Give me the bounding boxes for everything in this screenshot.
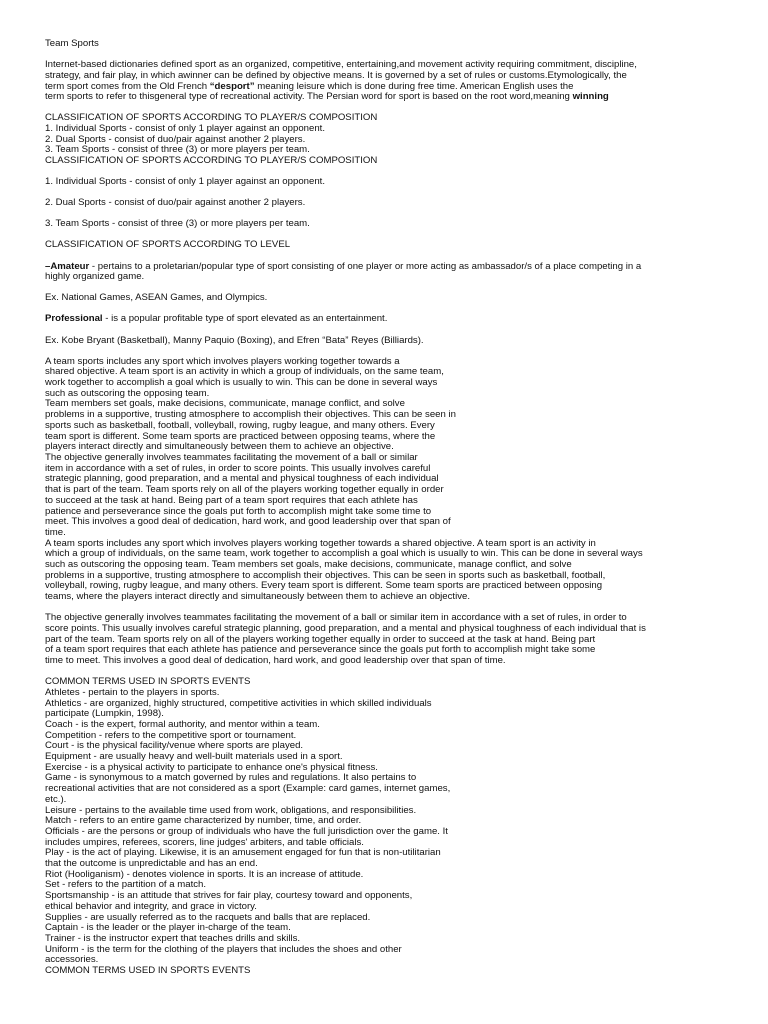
term-line: Athletes - pertain to the players in sports. xyxy=(45,686,220,698)
terms-section xyxy=(45,677,559,977)
section-heading: CLASSIFICATION OF SPORTS ACCORDING TO PLAYER/S COMPOSITION xyxy=(45,112,378,124)
term-line: Officials - are the persons or group of individuals who have the full jurisdiction over the game. It xyxy=(45,825,448,837)
section-heading: CLASSIFICATION OF SPORTS ACCORDING TO LEVEL xyxy=(45,239,291,251)
paragraph-line: such as outscoring the opposing team. Team members set goals, make decisions, communicate, manage conflict, and solve xyxy=(45,559,572,571)
term-line: Play - is the act of playing. Likewise, it is an amusement engaged for fun that is non-utilitarian xyxy=(45,847,441,859)
paragraph-line: patience and perseverance since the goals put forth to accomplish might take some time to xyxy=(45,505,432,517)
team-sports-narrow-paragraph xyxy=(45,357,559,539)
term-line: Competition - refers to the competitive sport or tournament. xyxy=(45,729,297,741)
paragraph-line: team sport is different. Some team sports are practiced between opposing teams, where the xyxy=(45,430,436,442)
paragraph-line: volleyball, rowing, rugby league, and many others. Every team sport is different. Some team sports are practiced between opposing xyxy=(45,580,603,592)
document-body xyxy=(45,39,725,977)
professional-example: Ex. Kobe Bryant (Basketball), Manny Paquio (Boxing), and Efren “Bata” Reyes (Billiards). xyxy=(45,334,424,346)
paragraph-line: A team sports includes any sport which involves players working together towards a shared objective. A team sport is an activity in xyxy=(45,537,596,549)
list-item: 2. Dual Sports - consist of duo/pair against another 2 players. xyxy=(45,133,306,145)
term-line: Trainer - is the instructor expert that teaches drills and skills. xyxy=(45,933,301,944)
paragraph-line: time. xyxy=(45,526,66,538)
term-line: Exercise - is a physical activity to participate to enhance one's physical fitness. xyxy=(45,761,378,773)
term-line: Sportsmanship - is an attitude that strives for fair play, courtesy toward and opponents, xyxy=(45,890,413,902)
composition-list xyxy=(45,113,725,230)
paragraph-line: strategic planning, good preparation, and a mental and physical toughness of each individual xyxy=(45,473,439,485)
paragraph-line: sports such as basketball, football, volleyball, rowing, rugby league, and many others. Every xyxy=(45,419,435,431)
paragraph-line: A team sports includes any sport which involves players working together towards a xyxy=(45,355,400,367)
section-heading: CLASSIFICATION OF SPORTS ACCORDING TO PLAYER/S COMPOSITION xyxy=(45,155,378,167)
paragraph-line: problems in a supportive, trusting atmosphere to accomplish their objectives. This can be seen in sports such as basketball, football, xyxy=(45,569,606,581)
team-objective-paragraph xyxy=(45,613,725,667)
amateur-definition: –Amateur - pertains to a proletarian/popular type of sport consisting of one player or more acting as ambassador/s of a place competing in a xyxy=(45,260,642,272)
paragraph-line: players interact directly and simultaneously between them to achieve an objective. xyxy=(45,441,394,453)
term-line: recreational activities that are not considered as a sport (Example: card games, internet games, xyxy=(45,783,451,795)
paragraph-line: meet. This involves a good deal of dedication, hard work, and good leadership over that span of xyxy=(45,516,451,528)
paragraph-line: item in accordance with a set of rules, in order to score points. This usually involves careful xyxy=(45,462,431,474)
paragraph-line: The objective generally involves teammates facilitating the movement of a ball or similar item in accordance with a set of rules, in order to xyxy=(45,612,627,624)
intro-line: Internet-based dictionaries defined sport as an organized, competitive, entertaining,and movement activity requiring commitment, discipline, xyxy=(45,59,637,71)
term-line: Captain - is the leader or the player in-charge of the team. xyxy=(45,922,291,934)
term-line: Coach - is the expert, formal authority, and mentor within a team. xyxy=(45,718,320,730)
document-title: Team Sports xyxy=(45,38,99,49)
list-item: 3. Team Sports - consist of three (3) or more players per team. xyxy=(45,218,310,230)
paragraph-line: work together to accomplish a goal which is usually to win. This can be done in several ways xyxy=(45,377,438,389)
intro-line: term sport comes from the Old French “desport” meaning leisure which is done during free time. American English uses the xyxy=(45,80,574,92)
paragraph-line: score points. This usually involves careful strategic planning, good preparation, and a mental and physical toughness of each individual that is xyxy=(45,622,646,634)
term-line: Match - refers to an entire game characterized by number, time, and order. xyxy=(45,815,362,827)
paragraph-line: time to meet. This involves a good deal of dedication, hard work, and good leadership over that span of time. xyxy=(45,655,506,667)
term-line: that the outcome is unpredictable and has an end. xyxy=(45,858,258,870)
intro-line: term sports to refer to thisgeneral type of recreational activity. The Persian word for sport is based on the root word,meaning winning xyxy=(45,91,609,103)
term-line: accessories. xyxy=(45,954,99,966)
term-line: Riot (Hooliganism) - denotes violence in sports. It is an increase of attitude. xyxy=(45,868,364,880)
list-item: 2. Dual Sports - consist of duo/pair against another 2 players. xyxy=(45,197,306,209)
term-line: Equipment - are usually heavy and well-built materials used in a sport. xyxy=(45,751,343,763)
term-line: Leisure - pertains to the available time used from work, obligations, and responsibilities. xyxy=(45,804,417,816)
term-line: Game - is synonymous to a match governed by rules and regulations. It also pertains to xyxy=(45,772,417,784)
paragraph-line: that is part of the team. Team sports rely on all of the players working together equally in order xyxy=(45,484,444,496)
term-line: Court - is the physical facility/venue where sports are played. xyxy=(45,740,304,752)
term-line: Athletics - are organized, highly structured, competitive activities in which skilled individuals xyxy=(45,697,432,709)
paragraph-line: shared objective. A team sport is an activity in which a group of individuals, on the same team, xyxy=(45,366,444,378)
paragraph-line: which a group of individuals, on the same team, work together to accomplish a goal which is usually to win. This can be done in several ways xyxy=(45,548,643,560)
amateur-definition-cont: highly organized game. xyxy=(45,271,145,283)
list-item: 1. Individual Sports - consist of only 1 player against an opponent. xyxy=(45,176,325,188)
term-line: Uniform - is the term for the clothing of the players that includes the shoes and other xyxy=(45,943,402,955)
paragraph-line: problems in a supportive, trusting atmosphere to accomplish their objectives. This can be seen in xyxy=(45,409,456,421)
professional-definition: Professional - is a popular profitable type of sport elevated as an entertainment. xyxy=(45,313,388,325)
intro-paragraph xyxy=(45,60,725,103)
team-sports-wide-paragraph xyxy=(45,539,725,603)
term-line: Set - refers to the partition of a match. xyxy=(45,879,207,891)
paragraph-line: The objective generally involves teammates facilitating the movement of a ball or similar xyxy=(45,451,418,463)
paragraph-line: such as outscoring the opposing team. xyxy=(45,387,210,399)
list-item: 1. Individual Sports - consist of only 1 player against an opponent. xyxy=(45,123,325,134)
amateur-example: Ex. National Games, ASEAN Games, and Olympics. xyxy=(45,292,268,304)
term-line: Supplies - are usually referred as to the racquets and balls that are replaced. xyxy=(45,911,371,923)
section-heading: COMMON TERMS USED IN SPORTS EVENTS xyxy=(45,965,251,977)
term-line: etc.). xyxy=(45,793,67,805)
term-line: ethical behavior and integrity, and grace in victory. xyxy=(45,900,257,912)
paragraph-line: Team members set goals, make decisions, communicate, manage conflict, and solve xyxy=(45,398,405,410)
intro-line: strategy, and fair play, in which awinner can be defined by objective means. It is governed by a set of rules or customs.Etymologically, the xyxy=(45,69,627,81)
paragraph-line: to succeed at the task at hand. Being part of a team sport requires that each athlete has xyxy=(45,494,418,506)
paragraph-line: of a team sport requires that each athlete has patience and perseverance since the goals put forth to accomplish might take some xyxy=(45,644,596,656)
term-line: includes umpires, referees, scorers, line judges' arbiters, and table officials. xyxy=(45,836,364,848)
paragraph-line: teams, where the players interact directly and simultaneously between them to achieve an objective. xyxy=(45,591,471,603)
term-line: participate (Lumpkin, 1998). xyxy=(45,708,164,720)
level-section xyxy=(45,240,725,346)
section-heading: COMMON TERMS USED IN SPORTS EVENTS xyxy=(45,676,251,688)
list-item: 3. Team Sports - consist of three (3) or more players per team. xyxy=(45,144,310,156)
paragraph-line: part of the team. Team sports rely on all of the players working together equally in order to succeed at the task at hand. Being part xyxy=(45,633,596,645)
